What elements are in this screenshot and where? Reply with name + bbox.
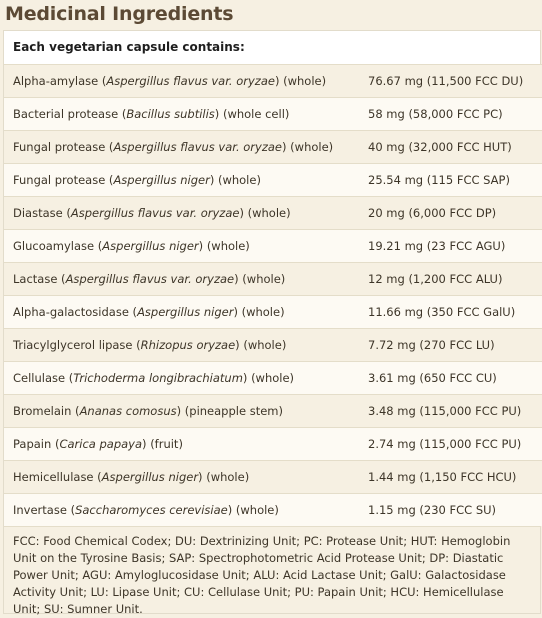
ingredient-part: (whole) — [251, 371, 295, 385]
ingredient-amount: 25.54 mg (115 FCC SAP) — [368, 164, 542, 197]
source-open-paren: ( — [105, 140, 114, 154]
ingredient-part: (pineapple stem) — [184, 404, 283, 418]
ingredient-source: Aspergillus niger — [102, 239, 199, 253]
ingredient-amount: 58 mg (58,000 FCC PC) — [368, 98, 542, 131]
ingredient-amount: 2.74 mg (115,000 FCC PU) — [368, 428, 542, 461]
ingredient-name: Bacterial protease — [13, 107, 119, 121]
source-close-paren: ) — [198, 239, 207, 253]
ingredient-cell — [4, 329, 368, 362]
ingredient-source: Aspergillus niger — [101, 470, 199, 484]
table-row — [4, 164, 542, 197]
source-close-paren: ) — [234, 272, 243, 286]
table-row — [4, 197, 542, 230]
ingredient-part: (whole) — [283, 74, 327, 88]
source-close-paren: ) — [274, 74, 284, 88]
ingredient-amount: 3.48 mg (115,000 FCC PU) — [368, 395, 542, 428]
source-open-paren: ( — [51, 437, 60, 451]
source-open-paren: ( — [118, 107, 127, 121]
ingredient-source: Aspergillus flavus var. oryzae — [106, 74, 275, 88]
ingredient-name: Fungal protease — [13, 173, 106, 187]
source-close-paren: ) — [198, 470, 207, 484]
ingredient-name: Invertase — [13, 503, 67, 517]
ingredient-name: Cellulase — [13, 371, 66, 385]
source-open-paren: ( — [71, 404, 80, 418]
ingredient-part: (whole) — [242, 272, 286, 286]
ingredient-part: (fruit) — [150, 437, 183, 451]
ingredients-panel — [3, 30, 541, 614]
ingredient-amount: 3.61 mg (650 FCC CU) — [368, 362, 542, 395]
ingredient-amount: 1.44 mg (1,150 FCC HCU) — [368, 461, 542, 494]
ingredient-cell — [4, 98, 368, 131]
ingredient-source: Bacillus subtilis — [126, 107, 215, 121]
table-row — [4, 263, 542, 296]
table-row — [4, 362, 542, 395]
table-row — [4, 65, 542, 98]
ingredient-amount: 11.66 mg (350 FCC GalU) — [368, 296, 542, 329]
source-open-paren: ( — [93, 470, 102, 484]
ingredient-source: Trichoderma longibrachiatum — [73, 371, 243, 385]
source-close-paren: ) — [142, 437, 151, 451]
source-open-paren: ( — [94, 239, 103, 253]
ingredient-cell — [4, 263, 368, 296]
ingredient-part: (whole) — [206, 239, 250, 253]
source-close-paren: ) — [242, 371, 252, 385]
source-open-paren: ( — [65, 371, 74, 385]
ingredient-cell — [4, 65, 368, 98]
ingredient-source: Rhizopus oryzae — [140, 338, 236, 352]
ingredient-cell — [4, 164, 368, 197]
ingredient-name: Glucoamylase — [13, 239, 95, 253]
ingredient-name: Alpha-amylase — [13, 74, 99, 88]
table-row — [4, 461, 542, 494]
source-open-paren: ( — [57, 272, 66, 286]
ingredient-part: (whole) — [235, 503, 279, 517]
source-close-paren: ) — [282, 140, 291, 154]
ingredient-part: (whole) — [247, 206, 291, 220]
source-open-paren: ( — [128, 305, 138, 319]
ingredient-cell — [4, 230, 368, 263]
ingredient-source: Aspergillus niger — [113, 173, 210, 187]
table-header: Each vegetarian capsule contains: — [4, 31, 540, 64]
ingredient-part: (whole) — [243, 338, 287, 352]
ingredient-part: (whole cell) — [222, 107, 290, 121]
ingredient-cell — [4, 296, 368, 329]
table-row — [4, 98, 542, 131]
source-close-paren: ) — [214, 107, 223, 121]
source-close-paren: ) — [235, 338, 244, 352]
ingredient-name: Alpha-galactosidase — [13, 305, 129, 319]
ingredient-name: Bromelain — [13, 404, 72, 418]
ingredient-name: Triacylglycerol lipase — [13, 338, 133, 352]
section-title: Medicinal Ingredients — [5, 3, 234, 25]
table-row — [4, 296, 542, 329]
ingredient-cell — [4, 197, 368, 230]
table-row — [4, 494, 542, 527]
ingredient-part: (whole) — [206, 470, 250, 484]
source-close-paren: ) — [233, 305, 242, 319]
ingredient-part: (whole) — [217, 173, 261, 187]
ingredient-amount: 19.21 mg (23 FCC AGU) — [368, 230, 542, 263]
ingredient-cell — [4, 494, 368, 527]
source-close-paren: ) — [227, 503, 236, 517]
ingredient-source: Ananas comosus — [79, 404, 177, 418]
source-close-paren: ) — [176, 404, 185, 418]
ingredient-cell — [4, 131, 368, 164]
ingredient-name: Hemicellulase — [13, 470, 94, 484]
ingredient-name: Papain — [13, 437, 52, 451]
ingredient-source: Carica papaya — [59, 437, 143, 451]
source-open-paren: ( — [98, 74, 107, 88]
ingredients-table — [4, 64, 542, 526]
source-open-paren: ( — [105, 173, 114, 187]
ingredient-amount: 20 mg (6,000 FCC DP) — [368, 197, 542, 230]
ingredient-amount: 7.72 mg (270 FCC LU) — [368, 329, 542, 362]
source-close-paren: ) — [239, 206, 248, 220]
abbreviation-notes: FCC: Food Chemical Codex; DU: Dextrinizing Unit; PC: Protease Unit; HUT: Hemoglobin Unit on the Tyrosine Basis; SAP: Spectrophotometric Acid Protease Unit; DP: Diastatic Power Unit; AGU: Amyloglucosidase Unit; ALU: Acid Lactase Unit; GalU: Galactosidase Activity Unit; LU: Lipase Unit; CU: Cellulase Unit; PU: Papain Unit; HCU: Hemicellulase Unit; SU: Sumner Unit. — [4, 526, 540, 618]
source-open-paren: ( — [132, 338, 141, 352]
ingredient-amount: 1.15 mg (230 FCC SU) — [368, 494, 542, 527]
ingredient-source: Aspergillus flavus var. oryzae — [70, 206, 240, 220]
ingredient-part: (whole) — [241, 305, 285, 319]
ingredient-source: Saccharomyces cerevisiae — [75, 503, 228, 517]
ingredient-amount: 40 mg (32,000 FCC HUT) — [368, 131, 542, 164]
ingredient-cell — [4, 461, 368, 494]
ingredient-source: Aspergillus flavus var. oryzae — [65, 272, 235, 286]
ingredient-cell — [4, 428, 368, 461]
ingredient-amount: 76.67 mg (11,500 FCC DU) — [368, 65, 542, 98]
table-row — [4, 428, 542, 461]
table-row — [4, 395, 542, 428]
ingredient-part: (whole) — [290, 140, 334, 154]
source-open-paren: ( — [66, 503, 76, 517]
ingredient-name: Diastase — [13, 206, 63, 220]
ingredient-cell — [4, 395, 368, 428]
source-open-paren: ( — [62, 206, 71, 220]
table-row — [4, 230, 542, 263]
ingredient-name: Fungal protease — [13, 140, 106, 154]
ingredient-cell — [4, 362, 368, 395]
table-row — [4, 131, 542, 164]
ingredient-source: Aspergillus flavus var. oryzae — [113, 140, 283, 154]
table-row — [4, 329, 542, 362]
source-close-paren: ) — [209, 173, 218, 187]
ingredient-name: Lactase — [13, 272, 58, 286]
ingredient-amount: 12 mg (1,200 FCC ALU) — [368, 263, 542, 296]
ingredient-source: Aspergillus niger — [137, 305, 234, 319]
